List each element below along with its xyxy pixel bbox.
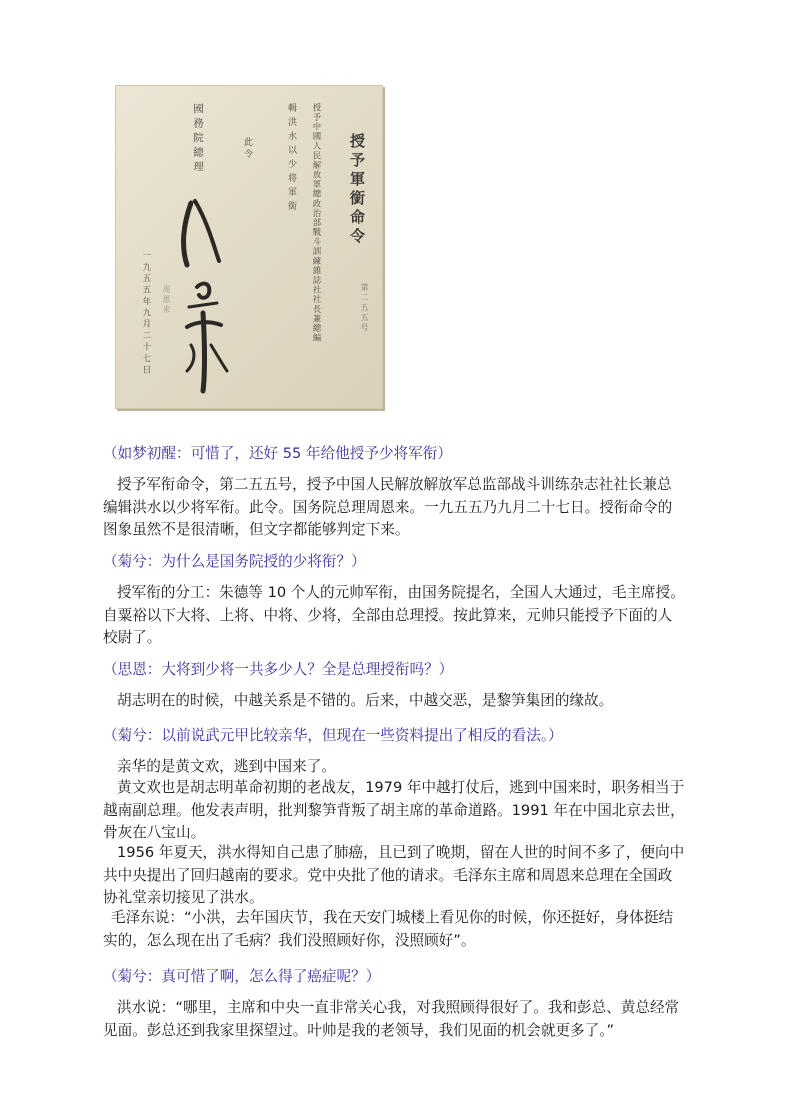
photo-signature-text: 周恩来	[162, 285, 171, 315]
reader-note: （如梦初醒：可惜了，还好 55 年给他授予少将军衔）	[103, 445, 452, 462]
reader-note: （菊兮：真可惜了啊，怎么得了癌症呢？）	[103, 968, 381, 985]
paragraph: 亲华的是黄文欢，逃到中国来了。	[117, 758, 336, 775]
reader-note: （思恩：大将到少将一共多少人？全是总理授衔吗？）	[103, 661, 454, 678]
signature-calligraphy	[173, 195, 233, 395]
photo-text-column: 國務院總理	[192, 103, 204, 176]
photo-text-column: 輯洪水以少将軍銜	[286, 103, 296, 215]
photo-title-column: 授予軍銜命令	[348, 133, 366, 247]
paragraph: 授军衔的分工：朱德等 10 个人的元帅军衔，由国务院提名，全国人大通过，毛主席授。自粟裕以下大将、上将、中将、少将，全部由总理授。按此算来，元帅只能授予下面的人校尉了。	[103, 584, 685, 647]
reader-note: （菊兮：以前说武元甲比较亲华，但现在一些资料提出了相反的看法。）	[103, 727, 563, 744]
paragraph: 胡志明在的时候，中越关系是不错的。后来，中越交恶，是黎笋集团的缘故。	[117, 692, 614, 709]
paragraph: 黄文欢也是胡志明革命初期的老战友，1979 年中越打仗后，逃到中国来时，职务相当于越南副总理。他发表声明，批判黎笋背叛了胡主席的革命道路。1991 年在中国北京去世，骨灰在八宝山。	[103, 779, 685, 842]
reader-note: （菊兮：为什么是国务院授的少将衔？）	[103, 553, 366, 570]
paragraph: 洪水说：“哪里，主席和中央一直非常关心我，对我照顾得很好了。我和彭总、黄总经常见面。彭总还到我家里探望过。叶帅是我的老领导，我们见面的机会就更多了。”	[103, 999, 680, 1039]
photo-date-column: 一九五五年九月二十七日	[142, 251, 152, 377]
photo-number-column: 第二五五号	[360, 283, 369, 333]
commission-order-photo	[115, 85, 383, 409]
photo-text-column: 此令	[242, 137, 252, 161]
paragraph: 1956 年夏天，洪水得知自己患了肺癌，且已到了晚期，留在人世的时间不多了，便向中共中央提出了回归越南的要求。党中央批了他的请求。毛泽东主席和周恩来总理在全国政协礼堂亲切接见了洪水。	[103, 844, 685, 907]
paragraph: 毛泽东说：“小洪，去年国庆节，我在天安门城楼上看见你的时候，你还挺好，身体挺结实的，怎么现在出了毛病？我们没照顾好你，没照顾好”。	[103, 909, 674, 949]
paragraph: 授予军衔命令，第二五五号，授予中国人民解放解放军总监部战斗训练杂志社社长兼总编辑洪水以少将军衔。此令。国务院总理周恩来。一九五五乃九月二十七日。授衔命令的图象虽然不是很清晰，但文字都能够判定下来。	[103, 476, 673, 539]
photo-text-column: 授予中國人民解放軍總政治部戰斗訓練雜誌社社長兼總編	[312, 103, 322, 343]
